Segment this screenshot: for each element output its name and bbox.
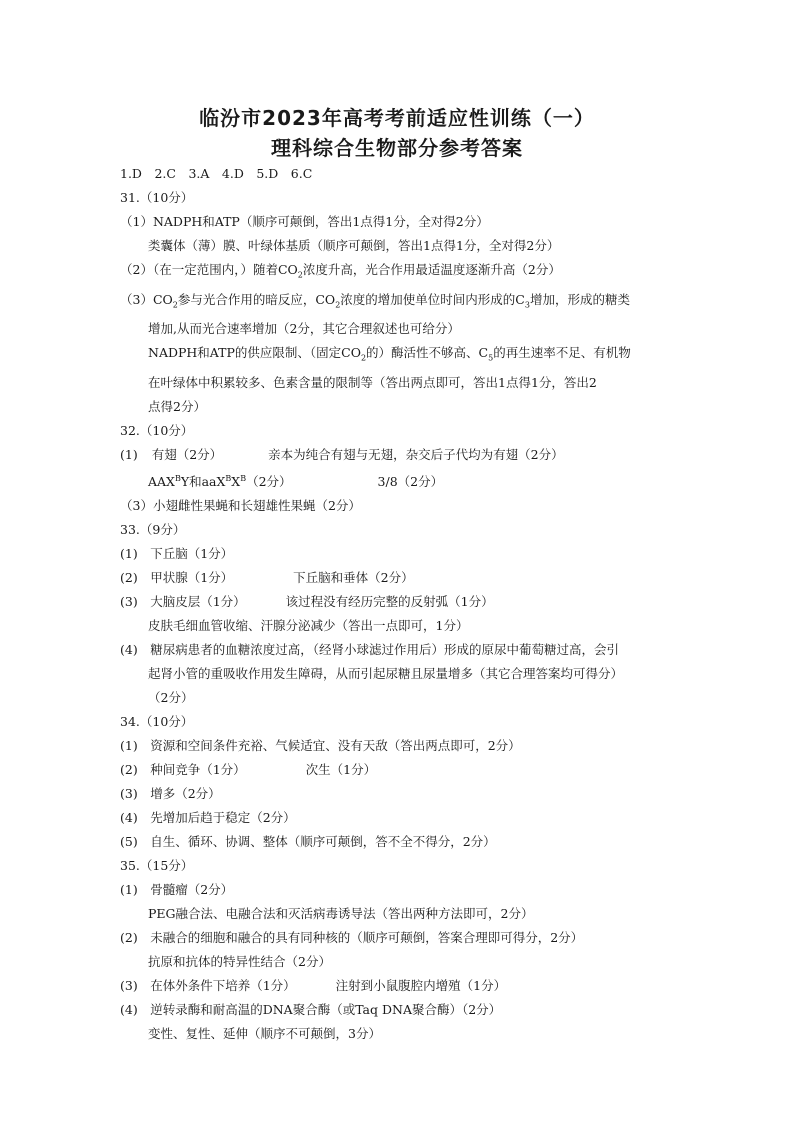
text: 增加，形成的糖类 [529, 291, 630, 307]
q35-header: 35.（15分） [120, 857, 194, 873]
q31-header: 31.（10分） [120, 190, 194, 205]
text: （3）CO [120, 291, 173, 307]
text: (3) 大脑皮层（1分） [120, 593, 246, 609]
subscript: 2 [360, 353, 367, 363]
text: 的）酶活性不够高、C [366, 345, 489, 360]
text: 浓度的增加使单位时间内形成的C [340, 291, 525, 307]
q31-part3-line5: 点得2分） [148, 398, 206, 414]
text: 参与光合作用的暗反应，CO [177, 291, 336, 307]
subscript: 2 [297, 270, 303, 280]
q33-part3-line2: 皮肤毛细血管收缩、汗腺分泌减少（答出一点即可，1分） [148, 617, 469, 633]
q33-part4-line3: （2分） [148, 689, 194, 705]
q34-part1: (1) 资源和空间条件充裕、气候适宜、没有天敌（答出两点即可，2分） [120, 737, 521, 753]
q31-part3-line1 [120, 288, 680, 318]
text: （2）（在一定范围内，）随着CO [120, 262, 298, 277]
subscript: 2 [335, 300, 341, 309]
text: 次生（1分） [305, 761, 377, 777]
q33-part2 [120, 566, 680, 590]
text: 下丘脑和垂体（2分） [293, 569, 414, 585]
q31-part3-line4: 在叶绿体中积累较多、色素含量的限制等（答出两点即可，答出1点得1分，答出2 [148, 374, 597, 390]
subscript: 3 [524, 300, 530, 309]
q33-part3 [120, 590, 680, 614]
text: AAX [148, 473, 175, 489]
document-subtitle: 理科综合生物部分参考答案 [271, 136, 523, 160]
q33-part1: (1) 下丘脑（1分） [120, 545, 234, 561]
text: 3/8（2分） [377, 473, 444, 489]
q33-header: 33.（9分） [120, 521, 186, 537]
superscript: B [225, 473, 232, 483]
subscript: 2 [172, 300, 178, 309]
text: 有翅（2分） [151, 446, 223, 462]
text: 该过程没有经历完整的反射弧（1分） [285, 593, 494, 609]
q34-part3: (3) 增多（2分） [120, 785, 221, 801]
text: (2) 甲状腺（1分） [120, 569, 234, 585]
text: 浓度升高，光合作用最适温度逐渐升高（2分） [302, 262, 561, 277]
q31-part1-line1: （1）NADPH和ATP（顺序可颠倒，答出1点得1分，全对得2分） [120, 214, 489, 229]
q35-part1: (1) 骨髓瘤（2分） [120, 881, 234, 897]
q33-part4-line2: 起肾小管的重吸收作用发生障碍，从而引起尿糖且尿量增多（其它合理答案均可得分） [148, 665, 624, 681]
q35-part2: (2) 未融合的细胞和融合的具有同种核的（顺序可颠倒，答案合理即可得分，2分） [120, 929, 584, 945]
part-number: (1) [120, 446, 138, 462]
q32-part1 [120, 443, 680, 467]
q34-part2 [120, 758, 680, 782]
q35-part4: (4) 逆转录酶和耐高温的DNA聚合酶（或Taq DNA聚合酶）（2分） [120, 1001, 502, 1017]
q33-part4-line1: (4) 糖尿病患者的血糖浓度过高，（经肾小球滤过作用后）形成的原尿中葡萄糖过高，会引 [120, 641, 619, 657]
q31-part3-line3 [120, 341, 680, 371]
q34-part4: (4) 先增加后趋于稳定（2分） [120, 809, 296, 825]
text: 亲本为纯合有翅与无翅，杂交后子代均为有翅（2分） [268, 446, 564, 462]
q31-part3-line2: 增加,从而光合速率增加（2分，其它合理叙述也可给分） [148, 321, 460, 336]
text: （2分） [246, 473, 292, 489]
q34-header: 34.（10分） [120, 713, 194, 729]
q35-part1-line2: PEG融合法、电融合法和灭活病毒诱导法（答出两种方法即可，2分） [148, 905, 534, 921]
q35-part4-line2: 变性、复性、延伸（顺序不可颠倒，3分） [148, 1025, 381, 1041]
q32-part2 [120, 467, 680, 494]
superscript: B [240, 473, 247, 483]
q34-part5: (5) 自生、循环、协调、整体（顺序可颠倒，答不全不得分，2分） [120, 833, 496, 849]
q32-part3: （3）小翅雌性果蝇和长翅雄性果蝇（2分） [120, 497, 361, 513]
text: 的再生速率不足、有机物 [493, 345, 631, 360]
text: (3) 在体外条件下培养（1分） [120, 977, 296, 993]
q32-header: 32.（10分） [120, 422, 194, 438]
text: NADPH和ATP的供应限制、（固定CO [148, 345, 361, 360]
q35-part3 [120, 974, 680, 998]
q35-part2-line2: 抗原和抗体的特异性结合（2分） [148, 953, 331, 969]
q31-part2 [120, 258, 680, 288]
superscript: B [174, 473, 181, 483]
text: (2) 种间竞争（1分） [120, 761, 246, 777]
text: 注射到小鼠腹腔内增殖（1分） [335, 977, 507, 993]
text: X [231, 473, 241, 489]
document-title: 临汾市2023年高考考前适应性训练（一） [199, 106, 595, 130]
choice-answers: 1.D 2.C 3.A 4.D 5.D 6.C [120, 166, 313, 181]
text: Y和aaX [180, 473, 226, 489]
subscript: 5 [488, 353, 494, 363]
q31-part1-line2: 类囊体（薄）膜、叶绿体基质（顺序可颠倒，答出1点得1分，全对得2分） [148, 238, 560, 253]
answer-body [120, 162, 680, 1046]
